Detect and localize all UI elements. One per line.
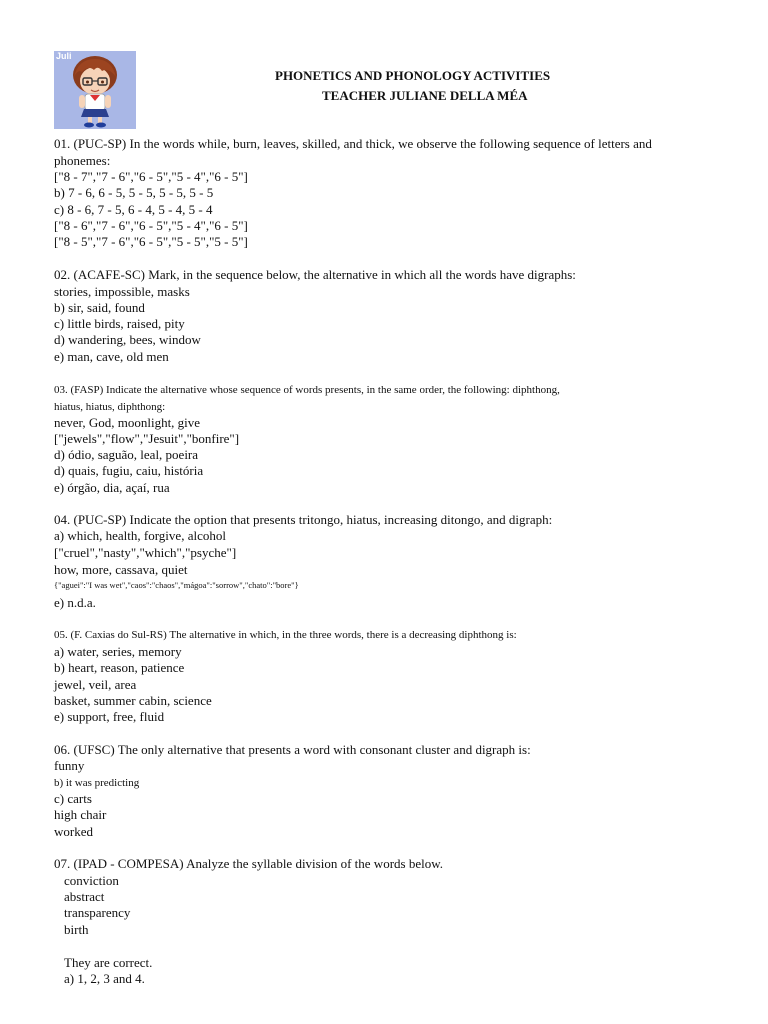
q4-stem: 04. (PUC-SP) Indicate the option that presents tritongo, hiatus, increasing ditongo, and digraph:	[54, 512, 553, 527]
q4-option-1: a) which, health, forgive, alcohol	[54, 528, 226, 543]
q1-option-1: ["8 - 7","7 - 6","6 - 5","5 - 4","6 - 5"]	[54, 169, 248, 184]
q4-option-5: e) n.d.a.	[54, 595, 96, 610]
q5-stem: 05. (F. Caxias do Sul-RS) The alternative in which, in the three words, there is a decreasing diphthong is:	[54, 629, 517, 641]
q3-option-2: ["jewels","flow","Jesuit","bonfire"]	[54, 431, 240, 446]
q2-option-5: e) man, cave, old men	[54, 349, 169, 364]
q6-option-2: b) it was predicting	[54, 777, 140, 789]
q2-option-2: b) sir, said, found	[54, 300, 145, 315]
q6-option-4: high chair	[54, 807, 107, 822]
q2-option-3: c) little birds, raised, pity	[54, 316, 185, 331]
q3-stem-a: 03. (FASP) Indicate the alternative whose sequence of words presents, in the same order, the following: diphthong,	[54, 384, 560, 396]
q6-stem: 06. (UFSC) The only alternative that presents a word with consonant cluster and digraph is:	[54, 742, 531, 757]
q7-word-3: transparency	[64, 905, 131, 920]
q4-option-2: ["cruel","nasty","which","psyche"]	[54, 545, 237, 560]
q2-option-4: d) wandering, bees, window	[54, 332, 201, 347]
q1-stem-b: phonemes:	[54, 153, 111, 168]
q2-option-1: stories, impossible, masks	[54, 284, 190, 299]
title-line-1: PHONETICS AND PHONOLOGY ACTIVITIES	[275, 68, 551, 83]
q3-option-1: never, God, moonlight, give	[54, 415, 201, 430]
teacher-avatar	[54, 51, 136, 129]
q4-option-3: how, more, cassava, quiet	[54, 562, 188, 577]
q1-option-3: c) 8 - 6, 7 - 5, 6 - 4, 5 - 4, 5 - 4	[54, 202, 213, 217]
q6-option-1: funny	[54, 758, 85, 773]
q3-stem-b: hiatus, hiatus, diphthong:	[54, 401, 166, 413]
q1-option-5: ["8 - 5","7 - 6","6 - 5","5 - 5","5 - 5"]	[54, 234, 248, 249]
q7-word-2: abstract	[64, 889, 105, 904]
q2-stem: 02. (ACAFE-SC) Mark, in the sequence below, the alternative in which all the words have digraphs:	[54, 267, 576, 282]
q5-option-3: jewel, veil, area	[54, 677, 137, 692]
q7-word-1: conviction	[64, 873, 119, 888]
q7-stem: 07. (IPAD - COMPESA) Analyze the syllable division of the words below.	[54, 856, 444, 871]
q6-option-3: c) carts	[54, 791, 92, 806]
q5-option-1: a) water, series, memory	[54, 644, 182, 659]
q1-stem-a: 01. (PUC-SP) In the words while, burn, leaves, skilled, and thick, we observe the following sequence of letters and	[54, 136, 652, 151]
q3-option-3: d) ódio, saguão, leal, poeira	[54, 447, 199, 462]
q5-option-5: e) support, free, fluid	[54, 709, 165, 724]
q6-option-5: worked	[54, 824, 93, 839]
q7-note: They are correct.	[64, 955, 153, 970]
q4-option-4: {"aguei":"I was wet","caos":"chaos","mágoa":"sorrow","chato":"bore"}	[54, 580, 299, 590]
q5-option-4: basket, summer cabin, science	[54, 693, 212, 708]
avatar-tag: Juli	[56, 51, 72, 61]
q3-option-5: e) órgão, dia, açaí, rua	[54, 480, 170, 495]
q1-option-4: ["8 - 6","7 - 6","6 - 5","5 - 4","6 - 5"]	[54, 218, 248, 233]
q3-option-4: d) quais, fugiu, caiu, história	[54, 463, 204, 478]
q5-option-2: b) heart, reason, patience	[54, 660, 185, 675]
title-line-2: TEACHER JULIANE DELLA MÉA	[322, 88, 528, 103]
q7-option-1: a) 1, 2, 3 and 4.	[64, 971, 145, 986]
q7-word-4: birth	[64, 922, 89, 937]
q1-option-2: b) 7 - 6, 6 - 5, 5 - 5, 5 - 5, 5 - 5	[54, 185, 214, 200]
